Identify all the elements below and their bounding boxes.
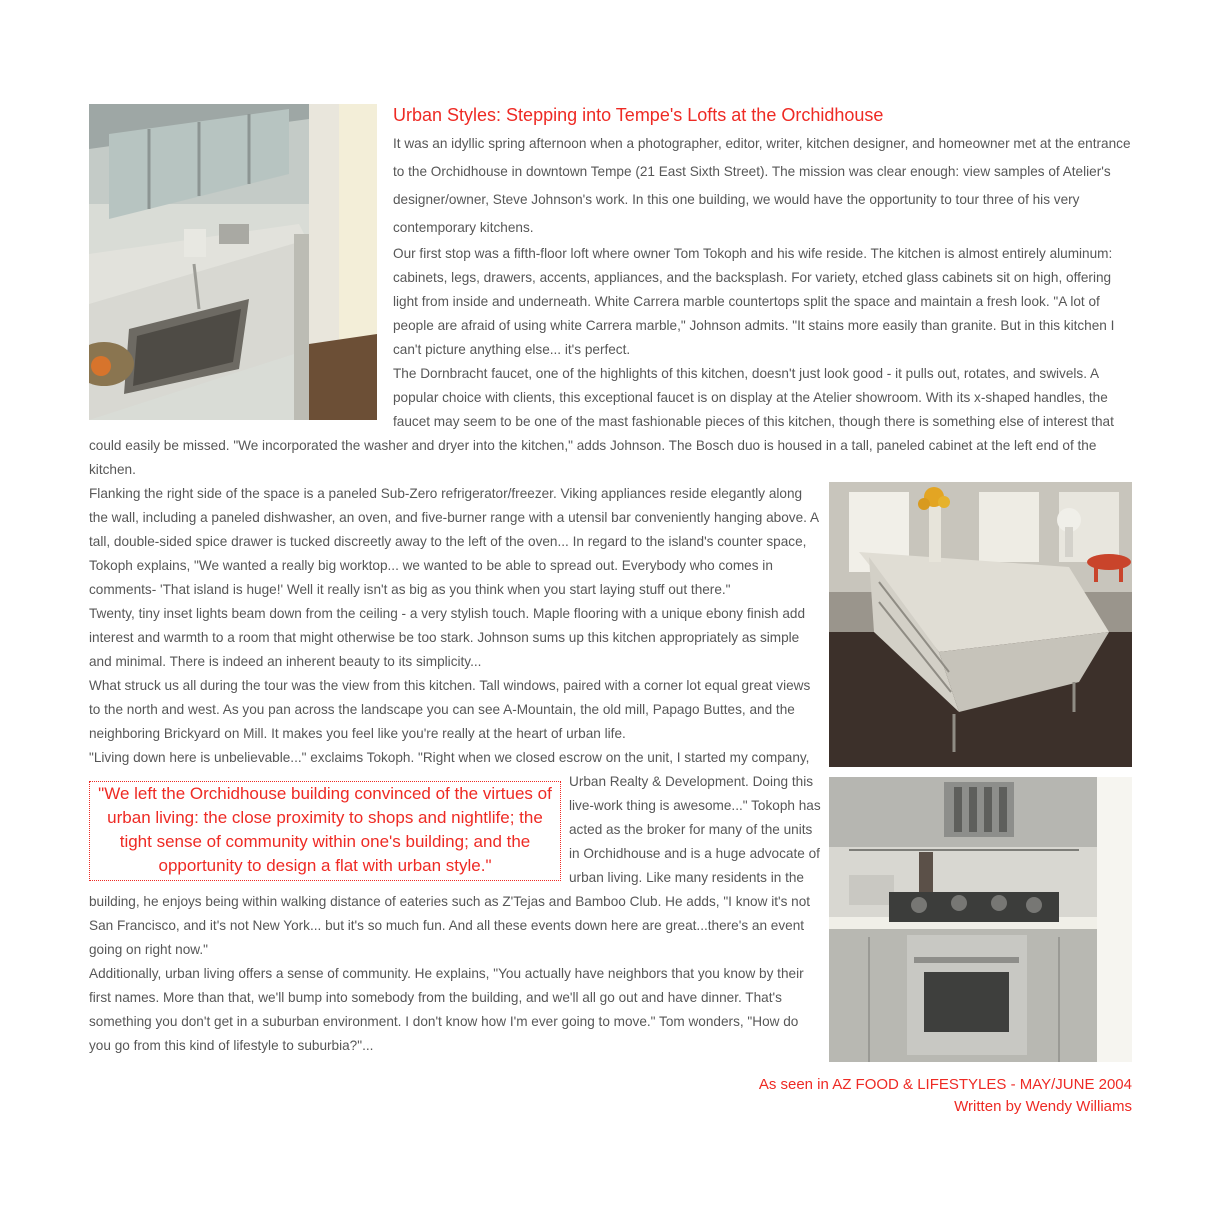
byline: Written by Wendy Williams — [954, 1098, 1132, 1115]
kitchen-island-photo — [829, 482, 1132, 767]
paragraph-lighting: Twenty, tiny inset lights beam down from the ceiling - a very stylish touch. Maple flooring with a unique ebony finish add interest and warmth to a room that might otherwise be too stark. Johnson sums up this kitchen appropriately as simple and minimal. There is indeed an inherent beauty to its simplicity... — [89, 606, 806, 669]
article — [89, 100, 1132, 1118]
paragraph-intro: It was an idyllic spring afternoon when a photographer, editor, writer, kitchen designer, and homeowner met at the entrance to the Orchidhouse in downtown Tempe (21 East Sixth Street). The mission was clear enough: view samples of Atelier's designer/owner, Steve Johnson's work. In this one building, we would have the opportunity to tour three of his very contemporary kitchens. — [393, 136, 1131, 235]
paragraph-living: "Living down here is unbelievable..." exclaims Tokoph. "Right when we closed escrow on the unit, I started my company, Urban Realty & Development. Doing this live-work thing is awesome..." Tokoph has acted as the broker for many of the units in Orchidhouse and is a huge advocate of urban living. Like many residents in the building, he enjoys being within walking distance of eateries such as Z'Tejas and Bamboo Club. He adds, "I know it's not San Francisco, and it's not New York... but it's so much fun. And all these events down here are great...there's an event going on right now." — [89, 750, 821, 957]
paragraph-view: What struck us all during the tour was the view from this kitchen. Tall windows, paired with a corner lot equal great views to the north and west. As you pan across the landscape you can see A-Mountain, the old mill, Papago Buttes, and the neighboring Brickyard on Mill. It makes you feel like you're really at the heart of urban life. — [89, 678, 811, 741]
paragraph-faucet: The Dornbracht faucet, one of the highlights of this kitchen, doesn't just look good - it pulls out, rotates, and swivels. A popular choice with clients, this exceptional faucet is on display at the Atelier showroom. With its x-shaped handles, the faucet may seem to be one of the mast fashionable pieces of this kitchen, though there is something else of interest that could easily be missed. "We incorporated the washer and dryer into the kitchen," adds Johnson. The Bosch duo is housed in a tall, paneled cabinet at the left end of the kitchen. — [89, 366, 1114, 477]
pull-quote: "We left the Orchidhouse building convinced of the virtues of urban living: the close proximity to shops and nightlife; the tight sense of community within one's building; and the opportunity to design a flat with urban style." — [89, 781, 561, 881]
article-title: Urban Styles: Stepping into Tempe's Lofts at the Orchidhouse — [393, 105, 884, 125]
kitchen-sink-photo — [89, 104, 377, 420]
paragraph-community: Additionally, urban living offers a sense of community. He explains, "You actually have neighbors that you know by their first names. More than that, we'll bump into somebody from the building, and we'll all go out and have dinner. That's something you don't get in a suburban environment. I don't know how I'm ever going to move." Tom wonders, "How do you go from this kind of lifestyle to suburbia?"... — [89, 966, 804, 1053]
paragraph-layout: Flanking the right side of the space is a paneled Sub-Zero refrigerator/freezer. Viking appliances reside elegantly along the wall, including a paneled dishwasher, an oven, and five-burner range with a utensil bar conveniently hanging above. A tall, double-sided spice drawer is tucked discreetly away to the left of the oven... In regard to the island's counter space, Tokoph explains, "We wanted a really big worktop... we wanted to be able to spread out. Everybody who comes in comments- 'That island is huge!' Well it really isn't as big as you think when you start laying stuff out there." — [89, 486, 819, 597]
paragraph-first-stop: Our first stop was a fifth-floor loft where owner Tom Tokoph and his wife reside. The kitchen is almost entirely aluminum: cabinets, legs, drawers, accents, appliances, and the backsplash. For variety, etched glass cabinets sit on high, offering light from inside and underneath. White Carrera marble countertops split the space and maintain a fresh look. "A lot of people are afraid of using white Carrera marble," Johnson admits. "It stains more easily than granite. But in this kitchen I can't picture anything else... it's perfect. — [393, 246, 1115, 357]
kitchen-range-photo — [829, 777, 1132, 1062]
credits — [89, 1072, 1132, 1118]
source-line: As seen in AZ FOOD & LIFESTYLES - MAY/JUNE 2004 — [758, 1076, 1132, 1093]
